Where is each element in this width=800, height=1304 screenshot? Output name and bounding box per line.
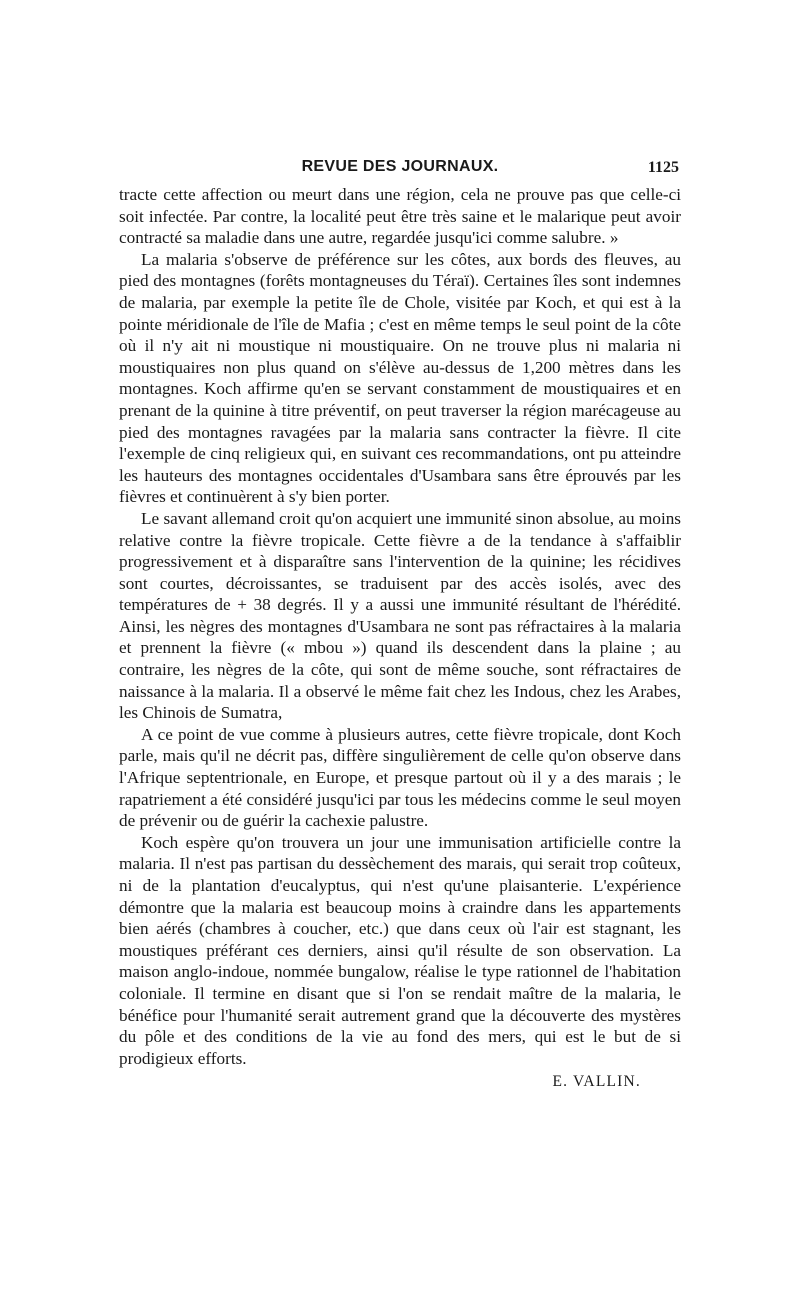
- paragraph-continuation: tracte cette affection ou meurt dans une région, cela ne prouve pas que celle-ci soit infectée. Par contre, la localité peut être très saine et le malarique peut avoir contracté sa maladie dans une autre, regardée jusqu'ici comme salubre. »: [119, 185, 681, 248]
- paragraph-immunity: Le savant allemand croit qu'on acquiert une immunité sinon absolue, au moins relative contre la fièvre tropicale. Cette fièvre a de la tendance à s'affaiblir progressivement et à disparaître sans l'intervention de la quinine; les récidives sont courtes, décroissantes, se traduisent par des accès isolés, avec des températures de + 38 degrés. Il y a aussi une immunité résultant de l'hérédité. Ainsi, les nègres des montagnes d'Usambara ne sont pas réfractaires à la malaria et prennent la fièvre (« mbou ») quand ils descendent dans la plaine ; au contraire, les nègres de la côte, qui sont de même souche, sont réfractaires de naissance à la malaria. Il a observé le même fait chez les Indous, chez les Arabes, les Chinois de Sumatra,: [119, 508, 681, 723]
- paragraph-tropical-fever: A ce point de vue comme à plusieurs autres, cette fièvre tropicale, dont Koch parle, mais qu'il ne décrit pas, diffère singulièrement de celle qu'on observe dans l'Afrique septentrionale, en Europe, et presque partout où il y a des marais ; le rapatriement a été considéré jusqu'ici par tous les médecins comme le seul moyen de prévenir ou de guérir la cachexie palustre.: [119, 724, 681, 831]
- paragraph-malaria-geography: La malaria s'observe de préférence sur les côtes, aux bords des fleuves, au pied des montagnes (forêts montagneuses du Téraï). Certaines îles sont indemnes de malaria, par exemple la petite île de Chole, visitée par Koch, et qui est à la pointe méridionale de l'île de Mafia ; c'est en même temps le seul point de la côte où il n'y ait ni moustique ni moustiquaire. On ne trouve plus ni malaria ni moustiquaires non plus quand on s'élève au-dessus de 1,200 mètres dans les montagnes. Koch affirme qu'en se servant constamment de moustiquaires et en prenant de la quinine à titre préventif, on peut traverser la région marécageuse au pied des montagnes ravagées par la malaria sans contracter la fièvre. Il cite l'exemple de cinq religieux qui, en suivant ces recommandations, ont pu atteindre les hauteurs des montagnes occidentales d'Usambara sans être éprouvés par les fièvres et continuèrent à s'y bien porter.: [119, 249, 681, 507]
- running-title: REVUE DES JOURNAUX.: [301, 158, 499, 175]
- page-number: 1125: [647, 159, 679, 176]
- paragraph-prevention: Koch espère qu'on trouvera un jour une immunisation artificielle contre la malaria. Il n'est pas partisan du dessèchement des marais, qui serait trop coûteux, ni de la plantation d'eucalyptus, qui n'est qu'une plaisanterie. L'expérience démontre que la malaria est beaucoup moins à craindre dans les appartements bien aérés (chambres à coucher, etc.) que dans ceux où l'air est stagnant, les moustiques préférant ces derniers, ainsi qu'il résulte de son observation. La maison anglo-indoue, nommée bungalow, réalise le type rationnel de l'habitation coloniale. Il termine en disant que si l'on se rendait maître de la malaria, le bénéfice pour l'humanité serait autrement grand que la découverte des mystères du pôle et des conditions de la vie au fond des mers, qui est le but de si prodigieux efforts.: [119, 832, 681, 1068]
- author-signature: E. VALLIN.: [552, 1073, 641, 1091]
- page-content: [119, 156, 681, 1091]
- article-body: [119, 184, 681, 1069]
- running-head: [119, 156, 681, 184]
